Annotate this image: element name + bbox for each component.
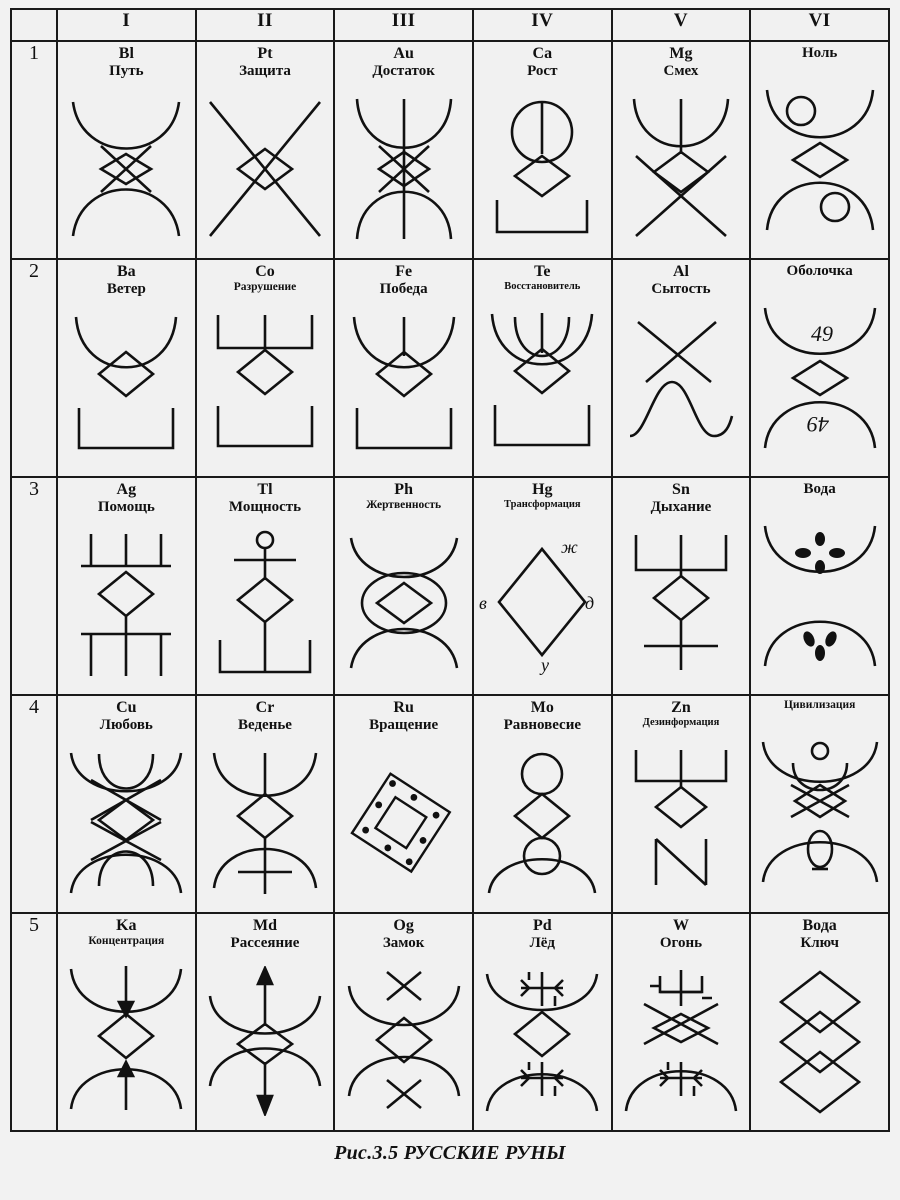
rune-symbol: Fe — [395, 263, 413, 280]
rune-glyph-arrows-out-diamond — [197, 952, 334, 1130]
rune-name: Ноль — [801, 45, 838, 61]
rune-cell-5-2 — [196, 913, 335, 1131]
rune-name: Рост — [527, 63, 558, 80]
rune-glyph-arc-diamond-x — [613, 80, 750, 258]
rune-cell-1-4 — [473, 41, 612, 259]
rune-glyph-arc-circles-diamond — [751, 62, 888, 259]
rune-name: Защита — [239, 63, 291, 80]
table-row — [11, 913, 889, 1131]
rune-cell-5-4 — [473, 913, 612, 1131]
rune-name: Любовь — [99, 717, 153, 734]
rune-name: Помощь — [97, 499, 155, 516]
rune-name: Ключ — [800, 935, 839, 952]
runes-table — [10, 8, 890, 1132]
svg-text:у: у — [541, 655, 550, 676]
svg-text:д: д — [585, 593, 595, 614]
rune-glyph-circle-diamond-bar — [474, 80, 611, 258]
caption-title: РУССКИЕ РУНЫ — [403, 1142, 566, 1164]
rune-symbol: Au — [393, 45, 414, 62]
rune-name: Вода — [803, 481, 836, 497]
rune-cell-5-1 — [57, 913, 196, 1131]
rune-symbol: Ca — [532, 45, 553, 62]
rune-glyph-eye-diamond — [335, 512, 472, 694]
rune-cell-5-3 — [334, 913, 473, 1131]
rune-name: Замок — [382, 935, 425, 952]
rune-symbol: Tl — [257, 481, 273, 498]
rune-glyph-circle-diamond-circle-arc — [474, 734, 611, 912]
rune-name: Рассеяние — [230, 935, 300, 952]
rune-name: Мощность — [228, 499, 302, 516]
rune-cell-1-6 — [750, 41, 889, 259]
header-col-2: II — [196, 9, 335, 41]
rune-cell-1-2 — [196, 41, 335, 259]
rune-name: Сытость — [651, 281, 711, 298]
rune-symbol: Вода — [802, 917, 837, 934]
row-label-5: 5 — [11, 913, 57, 1131]
rune-glyph-arc-diamond-arc-vline — [335, 80, 472, 258]
table-row — [11, 477, 889, 695]
rune-glyph-diamond-letters — [474, 511, 611, 694]
rune-symbol: Md — [252, 917, 277, 934]
svg-text:49: 49 — [806, 411, 829, 437]
rune-cell-4-2 — [196, 695, 335, 913]
row-label-2: 2 — [11, 259, 57, 477]
table-row — [11, 41, 889, 259]
rune-symbol: Co — [255, 263, 275, 280]
rune-cell-4-6 — [750, 695, 889, 913]
rune-cell-5-5 — [612, 913, 751, 1131]
rune-symbol: Al — [672, 263, 689, 280]
rune-symbol: Cr — [255, 699, 275, 716]
rune-name: Достаток — [372, 63, 435, 80]
caption-number: Рис.3.5 — [334, 1142, 399, 1164]
rune-name: Огонь — [659, 935, 703, 952]
rune-cell-2-1 — [57, 259, 196, 477]
rune-cell-1-5 — [612, 41, 751, 259]
rune-name: Оболочка — [786, 263, 853, 279]
rune-symbol: W — [672, 917, 689, 934]
rune-symbol: Hg — [532, 481, 553, 498]
rune-cell-4-4 — [473, 695, 612, 913]
header-col-5: V — [612, 9, 751, 41]
rune-name: Дезинформация — [642, 717, 720, 729]
svg-text:ж: ж — [561, 537, 579, 558]
rune-cell-1-1 — [57, 41, 196, 259]
rune-cell-3-4 — [473, 477, 612, 695]
rune-glyph-arrow-down-diamond — [58, 948, 195, 1130]
rune-glyph-arc-diamond-arc-cross — [197, 734, 334, 912]
rune-glyph-bracket-diamond-cross — [613, 516, 750, 694]
rune-cell-3-5 — [612, 477, 751, 695]
rune-symbol: Ka — [116, 917, 137, 934]
rune-name: Равновесие — [503, 717, 582, 734]
rune-glyph-arc-circle-diamond-oval — [751, 712, 888, 912]
rune-name: Победа — [379, 281, 428, 298]
rune-name: Смех — [663, 63, 699, 80]
header-corner — [11, 9, 57, 41]
rune-glyph-arc-diamond-bar — [58, 298, 195, 476]
rune-glyph-swastika-x-diamond — [613, 952, 750, 1130]
header-col-1: I — [57, 9, 196, 41]
rune-cell-2-4 — [473, 259, 612, 477]
rune-glyph-circle-cross-diamond-bar — [197, 516, 334, 694]
rune-symbol: Ag — [116, 481, 137, 498]
rune-glyph-big-x-diamond — [197, 80, 334, 258]
rune-cell-3-6 — [750, 477, 889, 695]
rune-cell-1-3 — [334, 41, 473, 259]
rune-symbol: Pt — [257, 45, 273, 62]
rune-name: Восстановитель — [504, 281, 581, 293]
rune-cell-3-3 — [334, 477, 473, 695]
rune-name: Разрушение — [233, 281, 297, 294]
rune-name: Вращение — [369, 717, 439, 734]
rune-symbol: Cu — [116, 699, 137, 716]
rune-glyph-swastika-diamond-swastika — [474, 952, 611, 1130]
rune-symbol: Mo — [530, 699, 554, 716]
rune-glyph-leaf-diamond-bar — [474, 293, 611, 476]
rune-name: Дыхание — [650, 499, 712, 516]
rune-cell-2-3 — [334, 259, 473, 477]
rune-name: Путь — [109, 63, 144, 80]
rune-symbol: Ph — [394, 481, 413, 498]
rune-symbol: Bl — [118, 45, 134, 62]
header-col-3: III — [334, 9, 473, 41]
rune-cell-2-6 — [750, 259, 889, 477]
table-header-row — [11, 9, 889, 41]
svg-text:49: 49 — [810, 320, 833, 346]
rune-symbol: Mg — [669, 45, 693, 62]
header-col-4: IV — [473, 9, 612, 41]
rune-name: Трансформация — [504, 499, 581, 511]
rune-glyph-dotted-diamonds — [335, 734, 472, 912]
figure-caption — [10, 1132, 890, 1165]
rune-glyph-x-arc-diamond-arc-x — [335, 952, 472, 1130]
rune-cell-3-1 — [57, 477, 196, 695]
rune-cell-3-2 — [196, 477, 335, 695]
rune-glyph-arc-dots-arc — [751, 498, 888, 695]
rune-glyph-arc-49-diamond — [751, 280, 888, 477]
rune-symbol: Zn — [671, 699, 691, 716]
rune-name: Ветер — [106, 281, 146, 298]
rune-cell-2-2 — [196, 259, 335, 477]
rune-glyph-bracket-diamond-bar — [197, 294, 334, 476]
rune-symbol: Te — [534, 263, 551, 280]
table-row — [11, 259, 889, 477]
rune-glyph-double-leaf-diamond — [58, 734, 195, 912]
rune-symbol: Ru — [393, 699, 414, 716]
rune-symbol: Og — [393, 917, 414, 934]
rune-glyph-x-waves — [613, 298, 750, 476]
rune-name: Цивилизация — [783, 699, 856, 711]
rune-cell-2-5 — [612, 259, 751, 477]
rune-cell-4-3 — [334, 695, 473, 913]
table-row — [11, 695, 889, 913]
header-col-6: VI — [750, 9, 889, 41]
rune-name: Веденье — [238, 717, 292, 734]
rune-symbol: Pd — [532, 917, 552, 934]
rune-symbol: Ba — [116, 263, 136, 280]
rune-name: Концентрация — [88, 935, 165, 948]
rune-glyph-triple-diamond — [751, 952, 888, 1130]
row-label-3: 3 — [11, 477, 57, 695]
row-label-1: 1 — [11, 41, 57, 259]
rune-glyph-arc-diamond-bar-2 — [335, 298, 472, 476]
rune-symbol: Sn — [672, 481, 690, 498]
rune-name: Жертвенность — [366, 499, 442, 512]
rune-cell-4-1 — [57, 695, 196, 913]
rune-glyph-hourglass-arc — [58, 80, 195, 258]
rune-cell-4-5 — [612, 695, 751, 913]
row-label-4: 4 — [11, 695, 57, 913]
rune-cell-5-6 — [750, 913, 889, 1131]
rune-glyph-bracket-diamond-n — [613, 729, 750, 912]
rune-name: Лёд — [529, 935, 556, 952]
svg-text:в: в — [479, 593, 488, 614]
rune-glyph-comb-diamond-comb — [58, 516, 195, 694]
